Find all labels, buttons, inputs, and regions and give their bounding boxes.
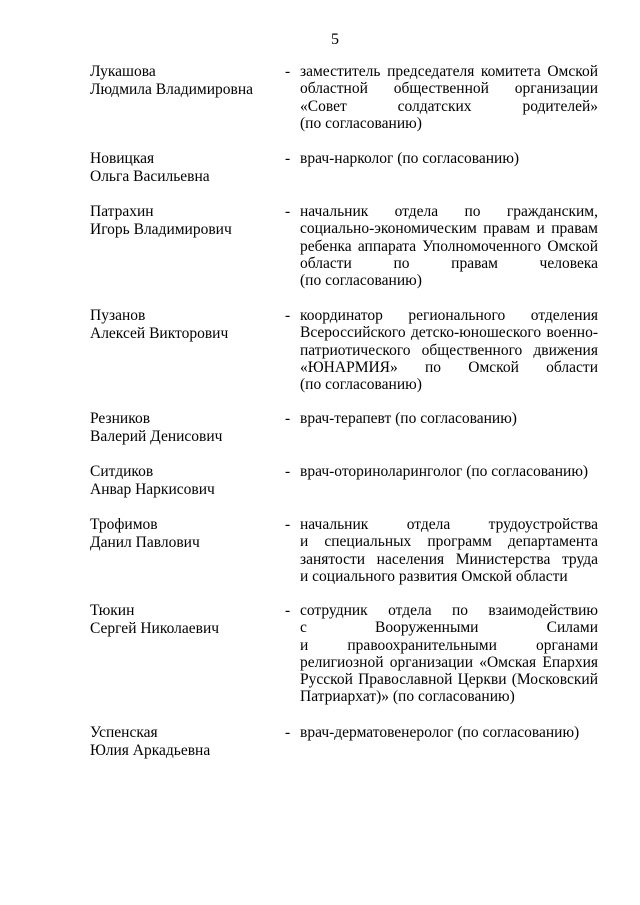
- member-role: [300, 463, 598, 480]
- role-line: патриотического общественного движения: [300, 341, 598, 359]
- member-name: [90, 410, 280, 446]
- page-number: 5: [331, 31, 339, 48]
- member-name: [90, 724, 280, 760]
- role-line: и социального развития Омской области: [300, 567, 568, 585]
- role-line: врач-терапевт (по согласованию): [300, 410, 517, 427]
- member-role: [300, 63, 598, 132]
- role-line: заместитель председателя комитета Омской: [300, 63, 598, 80]
- member-name: [90, 463, 280, 499]
- member-surname: Ситдиков: [90, 463, 154, 480]
- role-line: занятости населения Министерства труда: [300, 550, 598, 568]
- role-line: области по правам человека: [300, 254, 598, 272]
- member-surname: Успенская: [90, 724, 158, 741]
- role-line: ребенка аппарата Уполномоченного Омской: [300, 237, 598, 255]
- role-line: «ЮНАРМИЯ» по Омской области: [300, 358, 598, 376]
- member-name: [90, 63, 280, 99]
- member-name: [90, 150, 280, 186]
- role-line: врач-дерматовенеролог (по согласованию): [300, 724, 580, 741]
- dash-separator: -: [285, 63, 291, 80]
- role-line: Патриархат)» (по согласованию): [300, 688, 515, 706]
- member-role: [300, 203, 598, 289]
- dash-separator: -: [285, 516, 291, 533]
- member-role: [300, 724, 598, 741]
- dash-separator: -: [285, 307, 291, 324]
- role-line: начальник отдела по гражданским,: [300, 203, 598, 220]
- member-given-name: Данил Павлович: [90, 534, 200, 551]
- role-line: (по согласованию): [300, 272, 422, 290]
- member-given-name: Игорь Владимирович: [90, 221, 232, 238]
- role-line: областной общественной организации: [300, 80, 598, 98]
- member-given-name: Ольга Васильевна: [90, 168, 210, 185]
- role-line: врач-оториноларинголог (по согласованию): [300, 463, 589, 480]
- role-line: (по согласованию): [300, 376, 422, 394]
- role-line: врач-нарколог (по согласованию): [300, 150, 520, 167]
- role-line: «Совет солдатских родителей»: [300, 97, 598, 115]
- member-name: [90, 307, 280, 343]
- dash-separator: -: [285, 724, 291, 741]
- member-role: [300, 516, 598, 585]
- member-given-name: Сергей Николаевич: [90, 620, 220, 637]
- member-surname: Трофимов: [90, 516, 158, 533]
- member-given-name: Алексей Викторович: [90, 325, 229, 342]
- member-name: [90, 203, 280, 239]
- dash-separator: -: [285, 203, 291, 220]
- role-line: координатор регионального отделения: [300, 307, 598, 324]
- member-surname: Патрахин: [90, 203, 154, 220]
- member-role: [300, 150, 598, 167]
- member-name: [90, 602, 280, 638]
- role-line: сотрудник отдела по взаимодействию: [300, 602, 598, 619]
- member-surname: Тюкин: [90, 602, 135, 619]
- member-name: [90, 516, 280, 552]
- dash-separator: -: [285, 602, 291, 619]
- role-line: и правоохранительными органами: [300, 636, 598, 654]
- role-line: социально-экономическим правам и правам: [300, 220, 598, 238]
- member-surname: Пузанов: [90, 307, 146, 324]
- role-line: Всероссийского детско-юношеского военно-: [300, 324, 598, 342]
- member-given-name: Валерий Денисович: [90, 428, 223, 445]
- role-line: и специальных программ департамента: [300, 533, 598, 551]
- role-line: Русской Православной Церкви (Московский: [300, 671, 598, 689]
- member-given-name: Людмила Владимировна: [90, 81, 254, 98]
- member-surname: Лукашова: [90, 63, 156, 80]
- role-line: начальник отдела трудоустройства: [300, 516, 598, 533]
- role-line: с Вооруженными Силами: [300, 619, 598, 637]
- member-given-name: Юлия Аркадьевна: [90, 742, 211, 759]
- dash-separator: -: [285, 463, 291, 480]
- role-line: религиозной организации «Омская Епархия: [300, 653, 598, 671]
- member-given-name: Анвар Наркисович: [90, 481, 215, 498]
- member-surname: Резников: [90, 410, 151, 427]
- member-role: [300, 307, 598, 393]
- member-surname: Новицкая: [90, 150, 155, 167]
- dash-separator: -: [285, 150, 291, 167]
- role-line: (по согласованию): [300, 114, 422, 132]
- member-role: [300, 410, 598, 427]
- member-role: [300, 602, 598, 706]
- dash-separator: -: [285, 410, 291, 427]
